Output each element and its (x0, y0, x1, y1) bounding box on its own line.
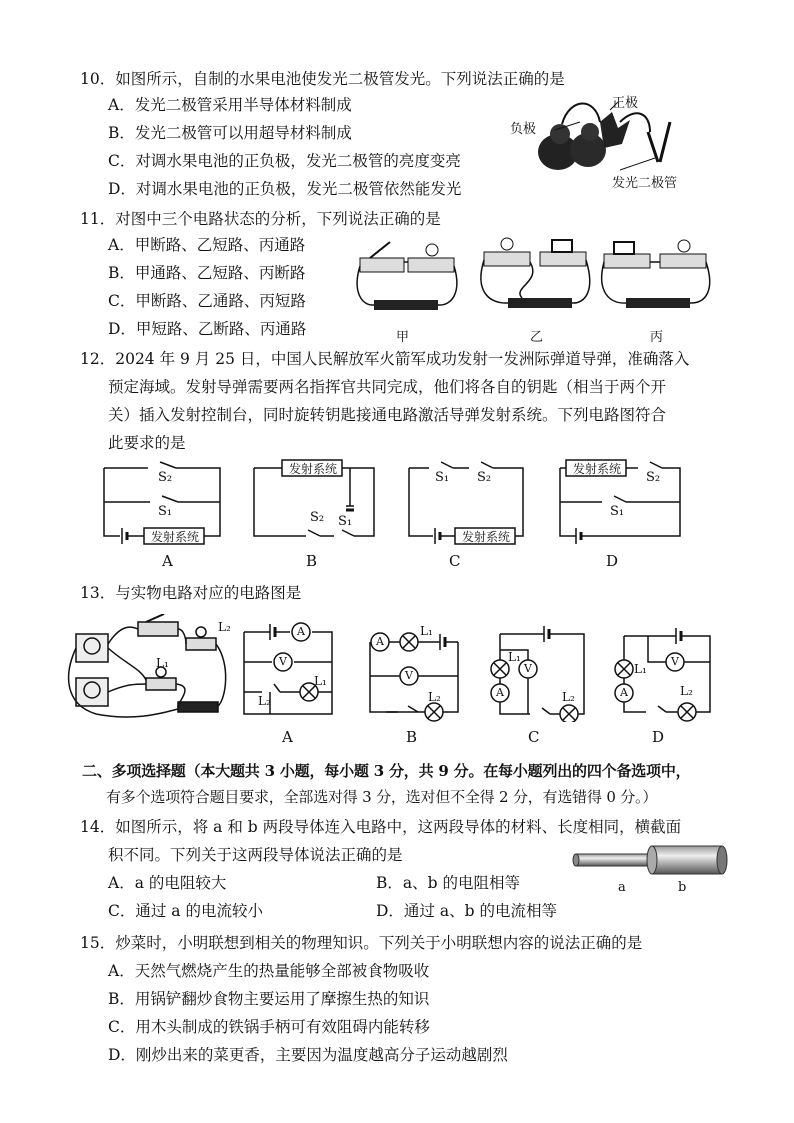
q10-fruit-battery-figure (500, 92, 710, 194)
circuit-bing (602, 240, 710, 308)
circuit-label-bing: 丙 (650, 330, 664, 345)
q12-label-d: D (606, 552, 619, 570)
q12-circuit-d (556, 458, 686, 568)
q13a-voltmeter: V (279, 655, 287, 668)
q12a-launch-box: 发射系统 (150, 530, 199, 544)
q14-stem-line2: 积不同。下列关于这两段导体说法正确的是 (108, 846, 403, 864)
q14-stem-line1: 14．如图所示，将 a 和 b 两段导体连入电路中，这两段导体的材料、长度相同，横截面 (80, 818, 682, 836)
q13d-l1-label: L₁ (634, 662, 647, 676)
q13-label-c: C (528, 728, 540, 746)
q13d-ammeter: A (620, 686, 628, 699)
q13c-l1-label: L₁ (508, 650, 521, 664)
q15-option-d: D．刚炒出来的菜更香，主要因为温度越高分子运动越剧烈 (108, 1046, 508, 1064)
q12-stem-line2: 预定海域。发射导弹需要两名指挥官共同完成，他们将各自的钥匙（相当于两个开 (108, 378, 667, 396)
q13-circuit-c (488, 622, 588, 752)
q11-option-c: C．甲断路、乙通路、丙短路 (108, 292, 306, 310)
q13b-voltmeter: V (405, 669, 413, 682)
q13-label-d: D (652, 728, 665, 746)
real-circuit-drawing (66, 614, 236, 724)
q15-option-c: C．用木头制成的铁锅手柄可有效阻碍内能转移 (108, 1018, 430, 1036)
q12c-launch-box: 发射系统 (461, 530, 510, 544)
q11-circuits-figure (352, 232, 722, 344)
q13-stem: 13．与实物电路对应的电路图是 (80, 584, 302, 602)
q13a-l2-label: L₂ (258, 694, 271, 708)
q11-option-d: D．甲短路、乙断路、丙通路 (108, 320, 307, 338)
circuit-label-yi: 乙 (530, 330, 544, 345)
q12-stem-line3: 关）插入发射控制台，同时旋转钥匙接通电路激活导弹发射系统。下列电路图符合 (108, 406, 667, 424)
conductor-ab-drawing (572, 842, 732, 882)
q14-option-b: B．a、b 的电阻相等 (376, 874, 520, 892)
q13c-l2-label: L₂ (562, 690, 575, 704)
q12-label-b: B (306, 552, 318, 570)
q10-option-a: A．发光二极管采用半导体材料制成 (108, 96, 352, 114)
q13a-l1-label: L₁ (314, 674, 327, 688)
q12c-s2-label: S₂ (477, 470, 492, 485)
q15-stem: 15．炒菜时，小明联想到相关的物理知识。下列关于小明联想内容的说法正确的是 (80, 934, 643, 952)
q13d-l2-label: L₂ (680, 684, 693, 698)
q13-real-circuit-figure (66, 614, 236, 724)
q13-circuit-d (612, 622, 716, 752)
q13-circuit-b (366, 622, 466, 752)
q12-circuit-a (100, 458, 230, 568)
q13c-voltmeter: V (524, 662, 532, 675)
q12-stem-line1: 12．2024 年 9 月 25 日，中国人民解放军火箭军成功发射一发洲际弹道导弹，准确落入 (80, 350, 690, 368)
q13-circuit-a (240, 622, 340, 752)
q12-circuit-c (405, 458, 535, 568)
section2-heading-line1: 二、多项选择题（本大题共 3 小题，每小题 3 分，共 9 分。在每小题列出的四个备选项中， (82, 762, 691, 780)
q12-label-c: C (449, 552, 461, 570)
section2-heading-line2: 有多个选项符合题目要求，全部选对得 3 分，选对但不全得 2 分，有选错得 0 分。） (106, 788, 658, 806)
q12a-s1-label: S₁ (158, 504, 173, 519)
q13c-ammeter: A (496, 686, 504, 699)
q11-stem: 11．对图中三个电路状态的分析，下列说法正确的是 (80, 210, 441, 228)
q11-option-b: B．甲通路、乙短路、丙断路 (108, 264, 306, 282)
q13b-l2-label: L₂ (428, 690, 441, 704)
q14-conductor-figure (572, 842, 732, 898)
circuit-jia (357, 242, 457, 310)
circuit-label-jia: 甲 (396, 330, 410, 345)
q13-real-l1-label: L₁ (156, 656, 169, 670)
q11-option-a: A．甲断路、乙短路、丙通路 (108, 236, 306, 254)
fruit-battery-drawing (500, 92, 710, 194)
q12a-s2-label: S₂ (158, 470, 173, 485)
q13d-voltmeter: V (671, 655, 679, 668)
q12b-s1-label: S₁ (338, 514, 353, 529)
q12d-s1-label: S₁ (610, 504, 625, 519)
q12-circuit-b (250, 458, 380, 568)
q12d-s2-label: S₂ (646, 470, 661, 485)
circuit-yi (481, 238, 590, 308)
conductor-b-label: b (678, 880, 687, 895)
q12d-launch-box: 发射系统 (572, 462, 621, 476)
q12c-s1-label: S₁ (435, 470, 450, 485)
q12-stem-line4: 此要求的是 (108, 434, 186, 452)
q10-stem: 10．如图所示，自制的水果电池使发光二极管发光。下列说法正确的是 (80, 70, 565, 88)
q13b-ammeter: A (376, 635, 384, 648)
q12b-s2-label: S₂ (310, 510, 325, 525)
q10-option-d: D．对调水果电池的正负极，发光二极管依然能发光 (108, 180, 462, 198)
q12b-launch-box: 发射系统 (288, 462, 337, 476)
q14-option-c: C．通过 a 的电流较小 (108, 902, 263, 920)
q15-option-b: B．用锅铲翻炒食物主要运用了摩擦生热的知识 (108, 990, 430, 1008)
q14-option-a: A．a 的电阻较大 (108, 874, 227, 892)
conductor-a-label: a (618, 880, 626, 895)
positive-pole-label: 正极 (612, 96, 639, 111)
q15-option-a: A．天然气燃烧产生的热量能够全部被食物吸收 (108, 962, 430, 980)
q13-label-a: A (282, 728, 293, 746)
q14-option-d: D．通过 a、b 的电流相等 (376, 902, 557, 920)
three-real-circuits-drawing (352, 232, 722, 327)
q13-label-b: B (406, 728, 418, 746)
q10-option-b: B．发光二极管可以用超导材料制成 (108, 124, 352, 142)
led-label: 发光二极管 (612, 176, 678, 191)
q13b-l1-label: L₁ (420, 624, 433, 638)
q13-real-l2-label: L₂ (218, 620, 231, 634)
negative-pole-label: 负极 (510, 122, 537, 137)
q10-option-c: C．对调水果电池的正负极，发光二极管的亮度变亮 (108, 152, 461, 170)
q13a-ammeter: A (297, 625, 305, 638)
q12-label-a: A (162, 552, 173, 570)
